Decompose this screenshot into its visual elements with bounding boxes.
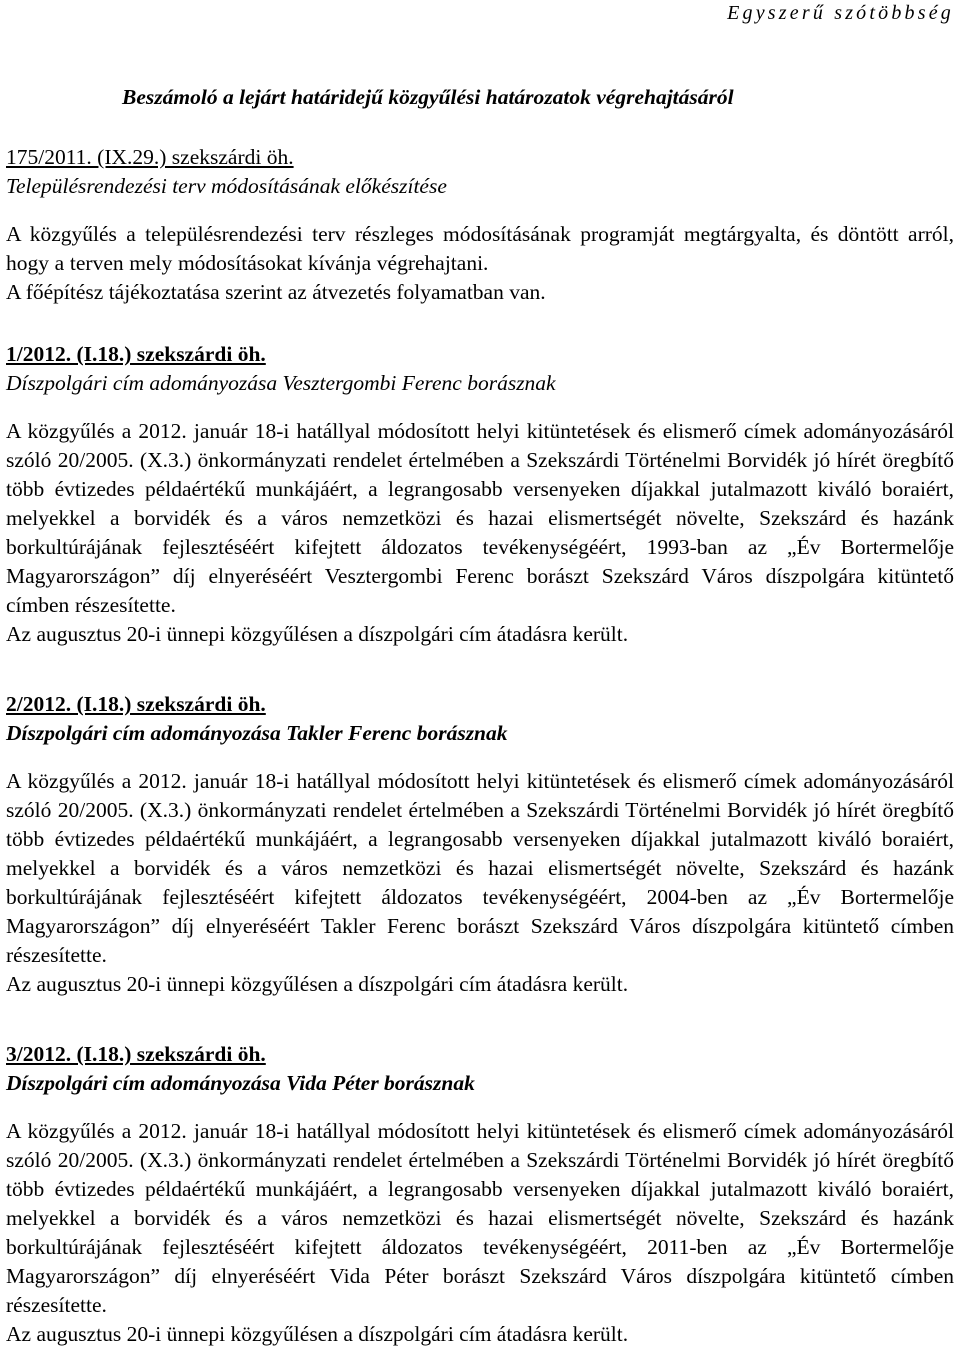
- resolution-body: A közgyűlés a 2012. január 18-i hatállyal módosított helyi kitüntetések és elismerő címek adományozásáról szóló 20/2005. (X.3.) önkormányzati rendelet értelmében a Szekszárdi Történelmi Borvidék jó hírét öregbítő több évtizedes példaértékű munkájáért, a legrangosabb versenyeken díjakkal jutalmazott kiváló boraiért, melyekkel a borvidék és a város nemzetközi és hazai elismertségét növelte, Szekszárd és hazánk borkultúrájának fejlesztéséért kifejtett áldozatos tevékenységéért, 2004-ben az „Év Bortermelője Magyarországon” díj elnyeréséért Takler Ferenc borászt Szekszárd Város díszpolgára kitüntető címben részesítette.: [6, 769, 954, 967]
- resolution-subject: Díszpolgári cím adományozása Takler Ferenc borásznak: [6, 721, 508, 745]
- resolution-number: 2/2012. (I.18.) szekszárdi öh.: [6, 692, 266, 716]
- resolution-subject: Díszpolgári cím adományozása Vesztergombi Ferenc borásznak: [6, 371, 556, 395]
- resolution-status: Az augusztus 20-i ünnepi közgyűlésen a díszpolgári cím átadásra került.: [6, 622, 629, 646]
- resolution-section-2-2012: [6, 690, 954, 999]
- running-title: Egyszerű szótöbbség: [727, 2, 954, 24]
- resolution-status: Az augusztus 20-i ünnepi közgyűlésen a díszpolgári cím átadásra került.: [6, 972, 629, 996]
- resolution-status: Az augusztus 20-i ünnepi közgyűlésen a díszpolgári cím átadásra került.: [6, 1322, 629, 1346]
- resolution-subject: Településrendezési terv módosításának előkészítése: [6, 174, 447, 198]
- resolution-status: A főépítész tájékoztatása szerint az átvezetés folyamatban van.: [6, 280, 546, 304]
- resolution-body: A közgyűlés a 2012. január 18-i hatállyal módosított helyi kitüntetések és elismerő címek adományozásáról szóló 20/2005. (X.3.) önkormányzati rendelet értelmében a Szekszárdi Történelmi Borvidék jó hírét öregbítő több évtizedes példaértékű munkájáért, a legrangosabb versenyeken díjakkal jutalmazott kiváló boraiért, melyekkel a borvidék és a város nemzetközi és hazai elismertségét növelte, Szekszárd és hazánk borkultúrájának fejlesztéséért kifejtett áldozatos tevékenységéért, 2011-ben az „Év Bortermelője Magyarországon” díj elnyeréséért Vida Péter borászt Szekszárd Város díszpolgára kitüntető címben részesítette.: [6, 1119, 954, 1317]
- document-title: Beszámoló a lejárt határidejű közgyűlési határozatok végrehajtásáról: [122, 85, 734, 109]
- resolution-number: 3/2012. (I.18.) szekszárdi öh.: [6, 1042, 266, 1066]
- resolution-number: 175/2011. (IX.29.) szekszárdi öh.: [6, 145, 294, 169]
- resolution-body: A közgyűlés a településrendezési terv részleges módosításának programját megtárgyalta, és döntött arról, hogy a terven mely módosításokat kívánja végrehajtani.: [6, 222, 954, 275]
- resolution-number: 1/2012. (I.18.) szekszárdi öh.: [6, 342, 266, 366]
- resolution-subject: Díszpolgári cím adományozása Vida Péter borásznak: [6, 1071, 475, 1095]
- resolution-section-175-2011: [6, 143, 954, 307]
- resolution-section-1-2012: [6, 340, 954, 649]
- resolution-section-3-2012: [6, 1040, 954, 1349]
- resolution-body: A közgyűlés a 2012. január 18-i hatállyal módosított helyi kitüntetések és elismerő címek adományozásáról szóló 20/2005. (X.3.) önkormányzati rendelet értelmében a Szekszárdi Történelmi Borvidék jó hírét öregbítő több évtizedes példaértékű munkájáért, a legrangosabb versenyeken díjakkal jutalmazott kiváló boraiért, melyekkel a borvidék és a város nemzetközi és hazai elismertségét növelte, Szekszárd és hazánk borkultúrájának fejlesztéséért kifejtett áldozatos tevékenységéért, 1993-ban az „Év Bortermelője Magyarországon” díj elnyeréséért Vesztergombi Ferenc borászt Szekszárd Város díszpolgára kitüntető címben részesítette.: [6, 419, 954, 617]
